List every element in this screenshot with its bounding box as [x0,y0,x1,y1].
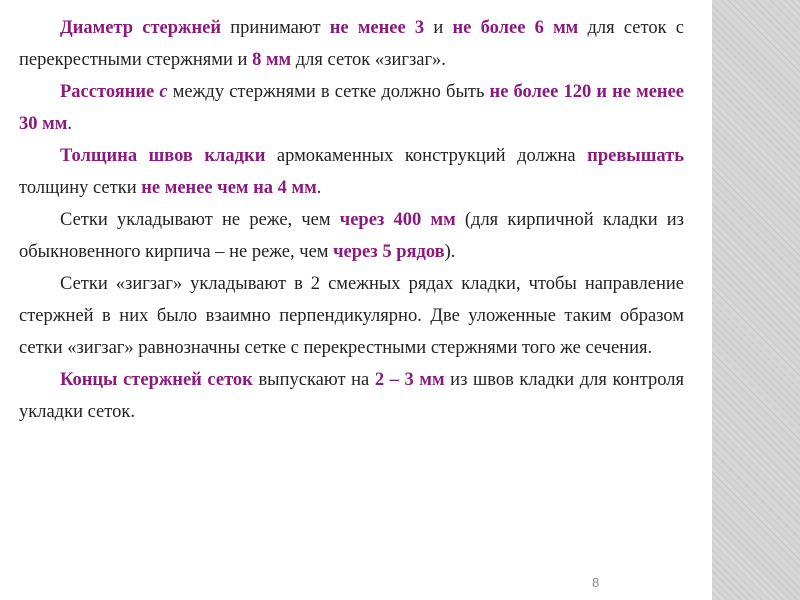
paragraph-rod-spacing [19,76,684,140]
highlighted-text-segment: Диаметр стержней [60,18,222,38]
text-segment: выпускают на [252,370,375,390]
text-segment: армокаменных конструкций должна [265,146,588,166]
highlighted-text-segment: не менее 3 [329,18,425,38]
text-segment: . [67,114,72,134]
text-segment: принимают [221,18,330,38]
text-segment: ). [444,242,456,262]
page-number: 8 [592,575,600,590]
highlighted-text-segment: не более 120 и не менее 30 мм [19,82,684,134]
paragraph-mesh-frequency [19,204,684,268]
paragraph-zigzag-mesh [19,268,684,364]
text-segment: (для кирпичной кладки из обыкновенного кирпича – не реже, чем [19,210,684,262]
text-segment: толщину сетки [19,178,142,198]
text-segment: для сеток с перекрестными стержнями и [19,18,685,70]
highlighted-text-segment: с [159,82,168,102]
decorative-side-stripe [712,0,800,600]
text-segment: Сетки «зигзаг» укладывают в 2 смежных рядах кладки, чтобы направление стержней в них было взаимно перпендикулярно. Две уложенные таким образом сетки «зигзаг» равнозначны сетке с перекрестными стержнями того же сечения. [19,274,684,358]
text-segment: для сеток «зигзаг». [291,50,446,70]
highlighted-text-segment: 8 мм [252,50,292,70]
highlighted-text-segment: Толщина швов кладки [60,146,266,166]
paragraph-joint-thickness [19,140,684,204]
text-body [19,12,684,428]
text-segment: Сетки укладывают не реже, чем [60,210,340,230]
highlighted-text-segment: Концы стержней сеток [60,370,253,390]
highlighted-text-segment: не более 6 мм [452,18,579,38]
text-segment: . [316,178,322,198]
highlighted-text-segment: через 5 рядов [333,242,445,262]
paragraph-rod-ends [19,364,684,428]
highlighted-text-segment: не менее чем на 4 мм [141,178,317,198]
text-segment: и [424,18,453,38]
paragraph-rod-diameter [19,12,684,76]
highlighted-text-segment: 2 – 3 мм [374,370,445,390]
highlighted-text-segment: превышать [587,146,685,166]
text-segment: между стержнями в сетке должно быть [167,82,490,102]
text-segment: из швов кладки для контроля укладки сеток. [19,370,684,422]
highlighted-text-segment: через 400 мм [339,210,456,230]
highlighted-text-segment: Расстояние [60,82,160,102]
